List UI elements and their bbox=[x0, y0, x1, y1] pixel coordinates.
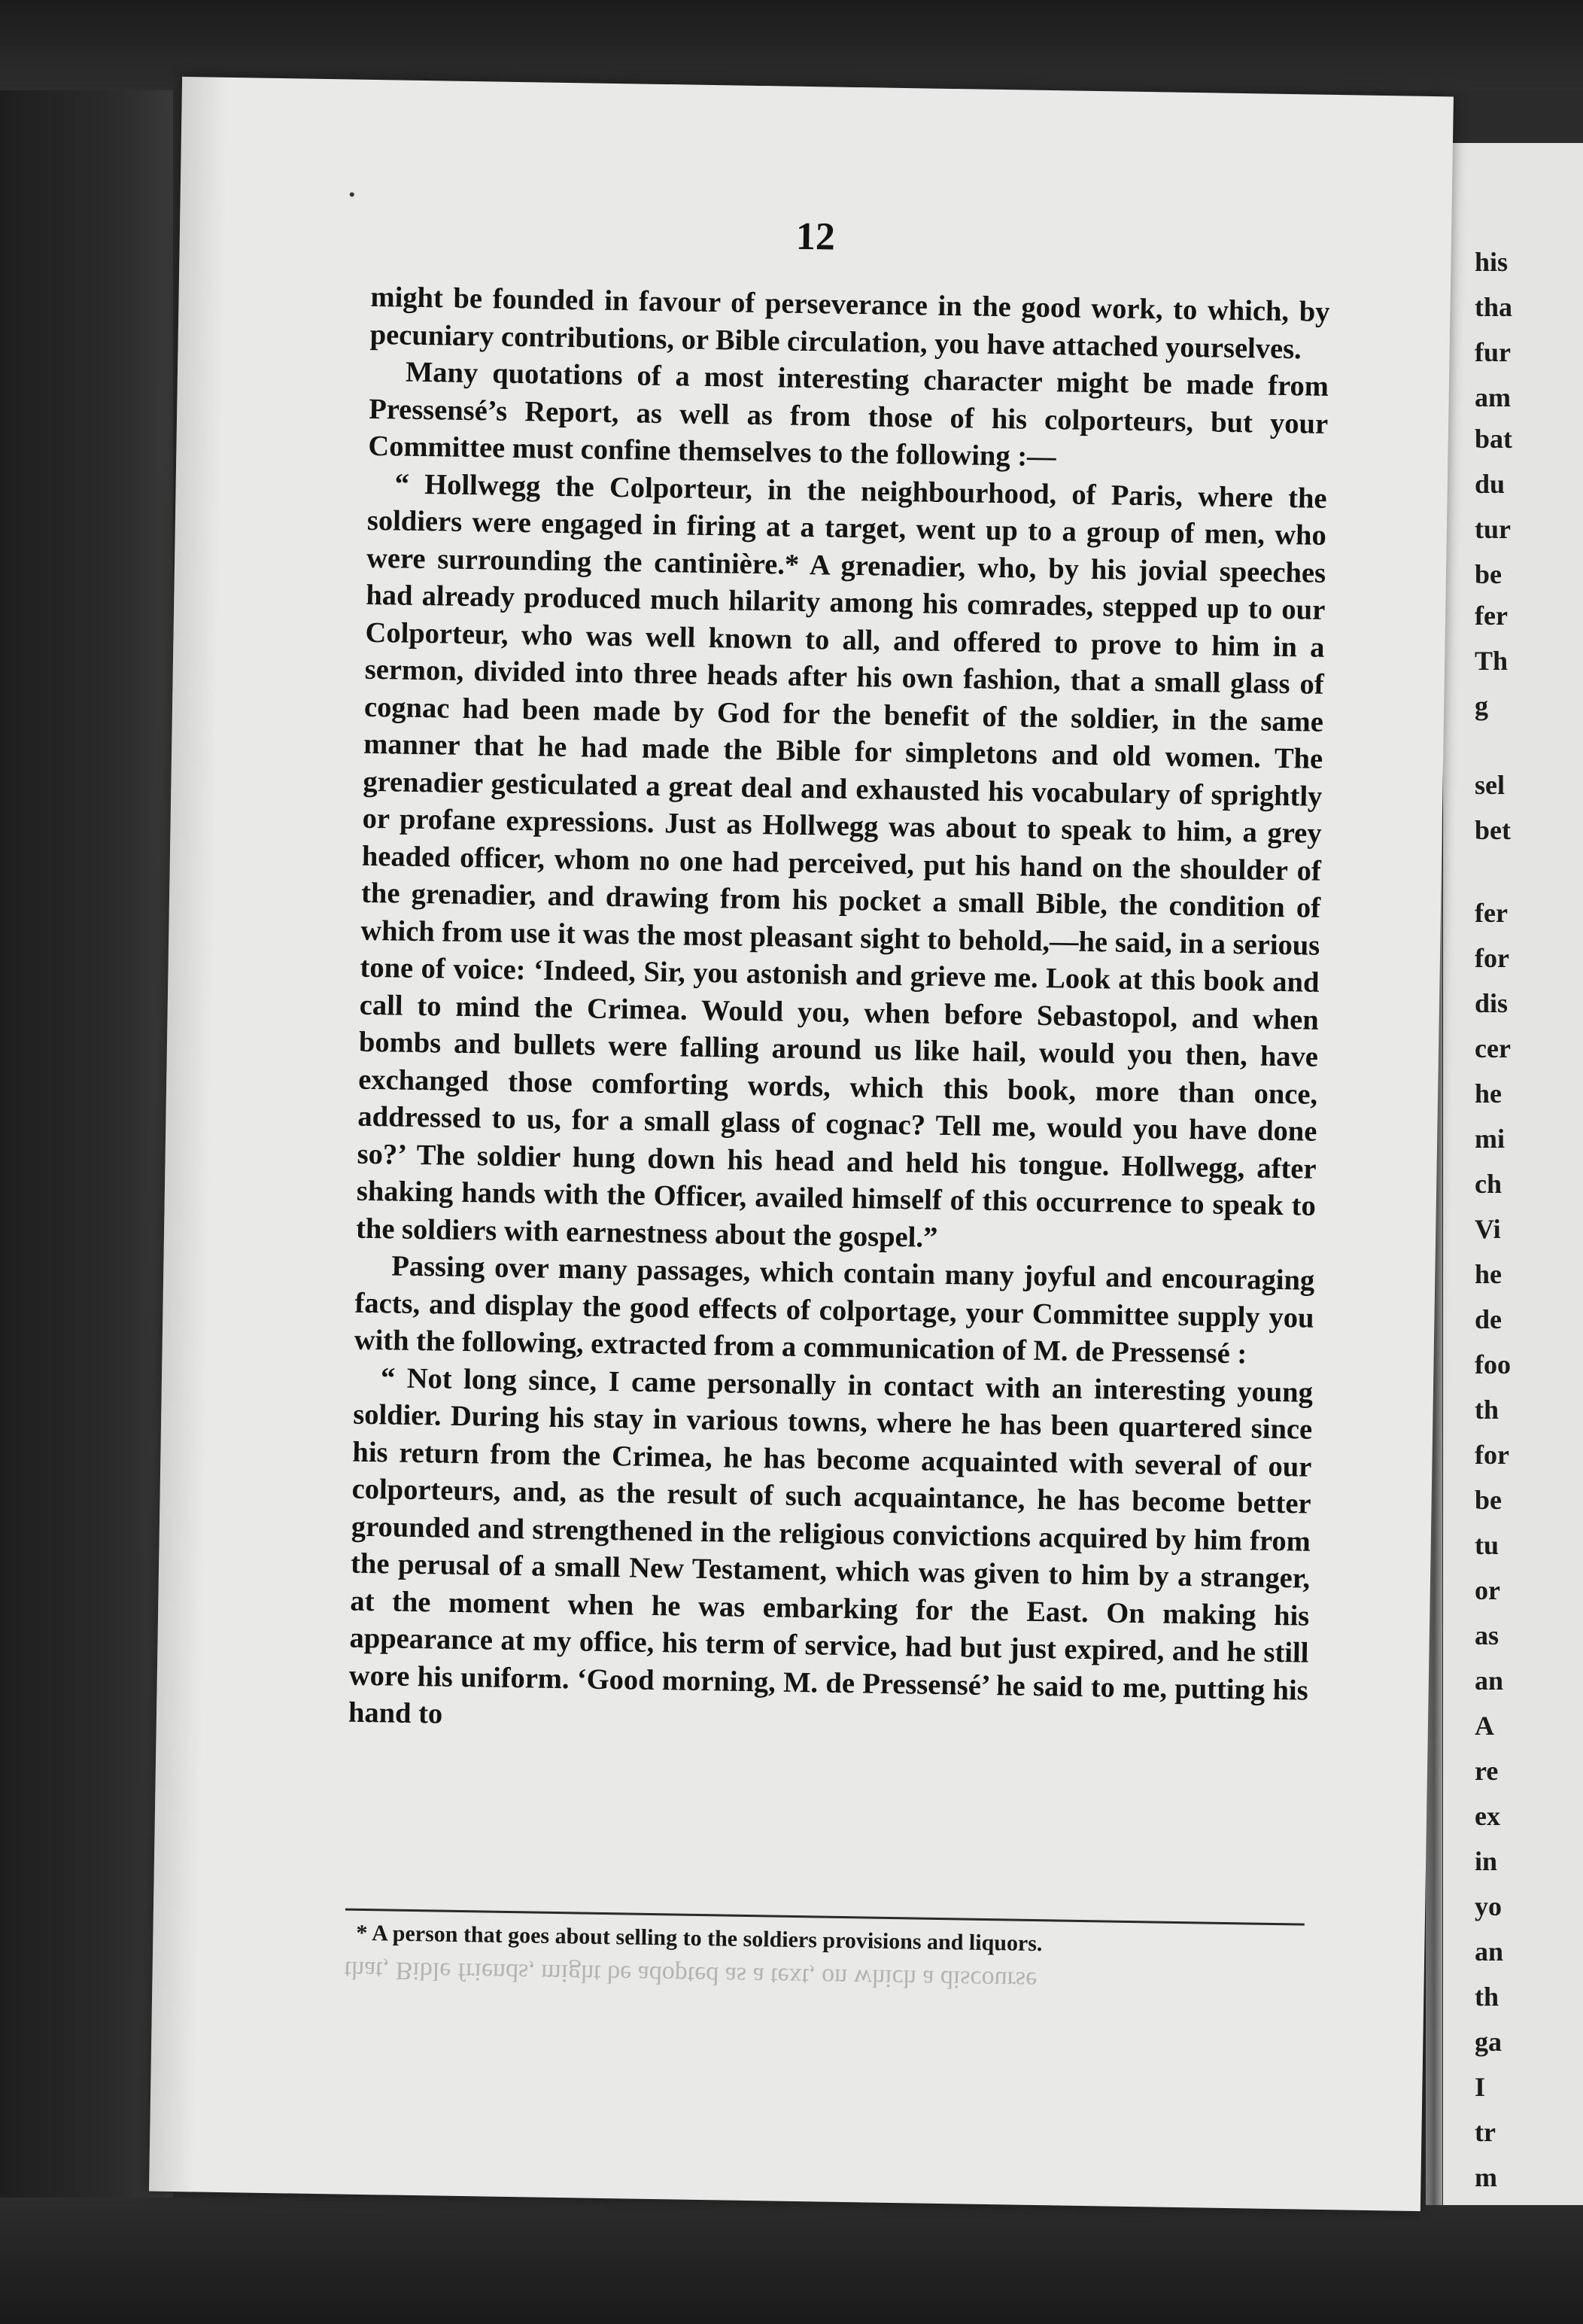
facing-page-fragment: cer bbox=[1475, 1033, 1511, 1063]
facing-page-fragment: he bbox=[1475, 1259, 1502, 1289]
page-body-text bbox=[348, 279, 1330, 1747]
facing-page-fragment: ga bbox=[1475, 2027, 1502, 2057]
facing-page-fragment: A bbox=[1475, 1711, 1494, 1741]
facing-page-fragment: foo bbox=[1475, 1349, 1511, 1379]
facing-page-fragment: fer bbox=[1475, 601, 1508, 631]
facing-page-fragment: or bbox=[1475, 1575, 1500, 1605]
facing-page-fragment: be bbox=[1475, 559, 1502, 589]
facing-page-fragment: in bbox=[1475, 1846, 1498, 1876]
facing-page-fragment: for bbox=[1475, 1440, 1509, 1470]
facing-page-fragment: ex bbox=[1475, 1801, 1500, 1831]
margin-mark bbox=[27, 1106, 32, 1117]
facing-page-fragment: tha bbox=[1475, 292, 1513, 322]
paragraph-continuation: might be founded in favour of perseverance in the good work, to which, by pecuniary contributions, or Bible circulation, you have attached yourselves. bbox=[369, 281, 1330, 365]
bleed-through-text: that, Bible friends, might be adopted as a text, on which a discourse bbox=[344, 1955, 1038, 1995]
paragraph-passing-over: Passing over many passages, which contain many joyful and encouraging facts, and display the good effects of colportage, your Committee supply you with the following, extracted from a communication of M. de Pressensé : bbox=[354, 1250, 1315, 1370]
facing-page-fragment: his bbox=[1475, 247, 1509, 277]
facing-page-fragment: am bbox=[1475, 382, 1511, 412]
facing-page-fragment: tu bbox=[1475, 1530, 1499, 1560]
facing-page-fragment: th bbox=[1475, 1395, 1499, 1425]
facing-page-fragment: yo bbox=[1475, 1891, 1502, 1921]
facing-page-fragment: tur bbox=[1475, 514, 1511, 544]
facing-page-fragment: th bbox=[1475, 1982, 1499, 2012]
facing-page-fragment: re bbox=[1475, 1756, 1499, 1786]
facing-page-fragment: he bbox=[1475, 1078, 1502, 1109]
facing-page-fragment: tr bbox=[1475, 2117, 1496, 2147]
footnote: * A person that goes about selling to the soldiers provisions and liquors. bbox=[356, 1920, 1043, 1957]
facing-page-fragment: an bbox=[1475, 1665, 1504, 1696]
facing-page-fragment: bat bbox=[1475, 424, 1513, 454]
facing-page-fragment: as bbox=[1475, 1620, 1499, 1650]
paragraph-quotations-intro: Many quotations of a most interesting character might be made from Pressensé’s Report, as well as from those of his colporteurs, but your Committee must confine themselves to the following :— bbox=[368, 356, 1329, 473]
scan-border-top bbox=[0, 0, 1583, 90]
facing-page-fragment: fur bbox=[1475, 337, 1511, 367]
facing-page-fragment: ch bbox=[1475, 1169, 1502, 1199]
facing-page-fragment: bet bbox=[1475, 815, 1511, 845]
facing-page-fragment: du bbox=[1475, 469, 1506, 499]
scan-border-bottom bbox=[0, 2198, 1583, 2324]
facing-page-fragment: de bbox=[1475, 1304, 1502, 1334]
page-number: 12 bbox=[795, 214, 836, 259]
facing-page-fragment: I bbox=[1475, 2072, 1486, 2102]
facing-page-fragment: an bbox=[1475, 1936, 1504, 1967]
quote-hollwegg: “ Hollwegg the Colporteur, in the neighbourhood, of Paris, where the soldiers were engaged in firing at a target, went up to a group of men, who were surrounding the cantinière.* A grenadier, who, by his jovial speeches had already produced much hilarity among his comrades, stepped up to our Colporteur, who was well known to all, and offered to prove to him in a sermon, divided into three heads after his own fashion, that a small glass of cognac had been made by God for the benefit of the soldier, in the same manner that he had made the Bible for simpletons and old women. The grenadier gesticulated a great deal and exhausted his vocabulary of sprightly or profane expressions. Just as Hollwegg was about to speak to him, a grey headed officer, whom no one had perceived, put his hand on the shoulder of the grenadier, and drawing from his pocket a small Bible, the condition of which from use it was the most pleasant sight to behold,—he said, in a serious tone of voice: ‘Indeed, Sir, you astonish and grieve me. Look at this book and call to mind the Crimea. Would you, when before Sebastopol, and when bombs and bullets were falling around us like hail, would you then, have exchanged those comforting words, which this book, more than once, addressed to us, for a small glass of cognac? Tell me, would you have done so?’ The soldier hung down his head and held his tongue. Hollwegg, after shaking hands with the Officer, availed himself of this occurrence to speak to the soldiers with earnestness about the gospel.” bbox=[355, 467, 1327, 1254]
facing-page-fragment: Vi bbox=[1475, 1214, 1501, 1244]
facing-page-fragment: Th bbox=[1475, 646, 1509, 676]
facing-page-fragment: g bbox=[1475, 691, 1488, 721]
page-corner-dot bbox=[350, 192, 354, 196]
facing-page-fragment: be bbox=[1475, 1485, 1502, 1515]
facing-page-fragment: sel bbox=[1475, 770, 1505, 800]
facing-page-fragment: m bbox=[1475, 2162, 1497, 2192]
scan-border-left bbox=[0, 0, 173, 2324]
facing-page-fragment: dis bbox=[1475, 988, 1509, 1018]
facing-page-fragment: mi bbox=[1475, 1124, 1505, 1154]
book-page bbox=[149, 77, 1454, 2211]
facing-page bbox=[1443, 143, 1583, 2205]
facing-page-fragment: fer bbox=[1475, 898, 1508, 928]
quote-young-soldier: “ Not long since, I came personally in contact with an interesting young soldier. During his stay in various towns, where he has been quartered since his return from the Crimea, he has become acquainted with several of our colporteurs, and, as the result of such acquaintance, he has become better grounded and strengthened in the religious convictions acquired by him from the perusal of a small New Testament, which was given to him by a stranger, at the moment when he was embarking for the East. On making his appearance at my office, his term of service, had but just expired, and he still wore his uniform. ‘Good morning, M. de Pressensé’ he said to me, putting his hand to bbox=[348, 1361, 1314, 1730]
facing-page-fragment: for bbox=[1475, 943, 1509, 973]
